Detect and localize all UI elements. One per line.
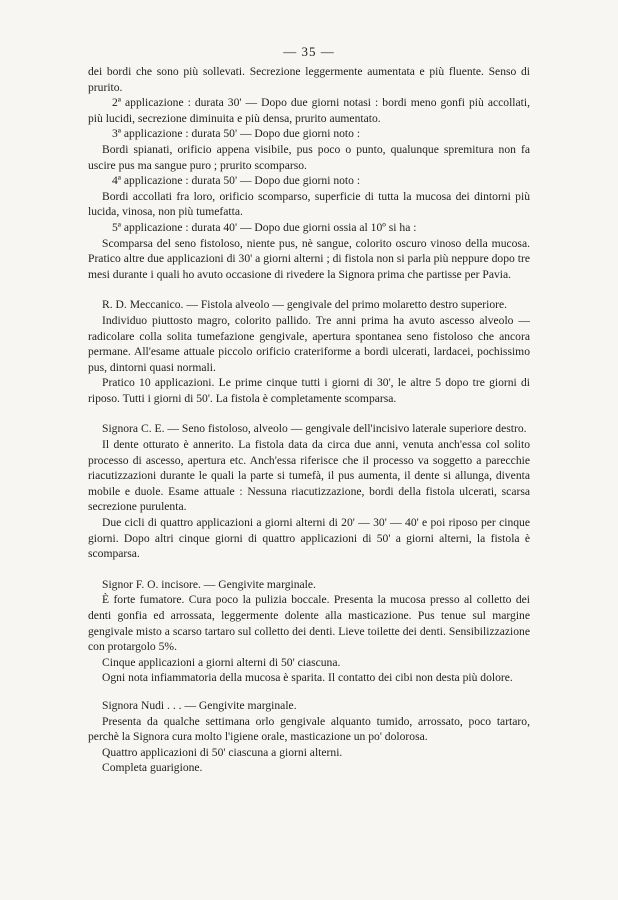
paragraph: Presenta da qualche settimana orlo gengivale alquanto tumido, arrossato, poco tartaro, perchè la Signora cura molto l'igiene orale, masticazione un po' dolorosa. — [88, 714, 530, 744]
paragraph: 3ª applicazione : durata 50' — Dopo due giorni noto : — [112, 127, 361, 141]
case-heading: Signora Nudi . . . — Gengivite marginale. — [102, 698, 297, 712]
case-heading: R. D. Meccanico. — Fistola alveolo — gengivale del primo molaretto destro superiore. — [102, 298, 508, 312]
paragraph: Cinque applicazioni a giorni alterni di 50' ciascuna. — [102, 655, 341, 669]
paragraph: Due cicli di quattro applicazioni a giorni alterni di 20' — 30' — 40' e poi riposo per cinque giorni. Dopo altri cinque giorni di quattro applicazioni di 50' a giorni alterni, la fistola è scomparsa. — [88, 516, 530, 561]
paragraph: Pratico 10 applicazioni. Le prime cinque tutti i giorni di 30', le altre 5 dopo tre giorni di riposo. Tutti i giorni di 50'. La fistola è completamente scomparsa. — [88, 376, 530, 405]
paragraph: Quattro applicazioni di 50' ciascuna a giorni alterni. — [102, 745, 343, 759]
paragraph: Bordi accollati fra loro, orificio scomparso, superficie di tutta la mucosa dei dintorni più lucida, vinosa, non più tumefatta. — [88, 189, 530, 219]
paragraph: 5ª applicazione : durata 40' — Dopo due giorni ossia al 10º si ha : — [112, 220, 417, 234]
paragraph: Scomparsa del seno fistoloso, niente pus, nè sangue, colorito oscuro vinoso della mucosa. Pratico altre due applicazioni di 30' a giorni alterni ; di fistola non si parla più neppure dopo tre mesi durante i quali ho avuto occasione di rivedere la Signora prima che partisse per Pavia. — [88, 236, 530, 281]
paragraph: È forte fumatore. Cura poco la pulizia boccale. Presenta la mucosa presso al colletto dei denti gonfia ed arrossata, leggermente dolente alla masticazione. Pus tenue sul margine gengivale misto a scarso tartaro sul colletto dei denti. Lieve toilette dei denti. Sensibilizzazione con protargolo 5%. — [88, 593, 530, 654]
page-body — [88, 64, 530, 776]
paragraph: dei bordi che sono più sollevati. Secrezione leggermente aumentata e più fluente. Senso di prurito. — [88, 65, 530, 94]
paragraph: Completa guarigione. — [102, 761, 203, 775]
case-heading: Signora C. E. — Seno fistoloso, alveolo — gengivale dell'incisivo laterale superiore destro. — [102, 422, 527, 436]
page-number: — 35 — — [283, 44, 335, 59]
paragraph: Individuo piuttosto magro, colorito pallido. Tre anni prima ha avuto ascesso alveolo — radicolare colla solita tumefazione gengivale, apertura spontanea seno fistoloso che ancora permane. All'esame attuale piccolo orificio crateriforme a bordi ulcerati, lardacei, pochissimo pus, dintorni quasi normali. — [88, 313, 530, 374]
paragraph: 2ª applicazione : durata 30' — Dopo due giorni notasi : bordi meno gonfi più accollati, più lucidi, secrezione diminuita e più densa, prurito aumentato. — [88, 96, 530, 125]
paragraph: Il dente otturato è annerito. La fistola data da circa due anni, venuta anch'essa col solito processo di ascesso, apertura etc. Anch'essa riferisce che il processo va soggetto a parecchie riacutizzazioni durante le quali la parte si tumefà, il pus aumenta, il dente si allunga, diventa mobile e duole. Esame attuale : Nessuna riacutizzazione, bordi della fistola ulcerati, scarsa secrezione purulenta. — [88, 438, 530, 514]
case-heading: Signor F. O. incisore. — Gengivite marginale. — [102, 577, 316, 591]
paragraph: Ogni nota infiammatoria della mucosa è sparita. Il contatto dei cibi non desta più dolore. — [102, 671, 513, 685]
paragraph: Bordi spianati, orificio appena visibile, pus poco o punto, qualunque spremitura non fa uscire pus ma sangue puro ; prurito scomparso. — [88, 142, 530, 172]
paragraph: 4ª applicazione : durata 50' — Dopo due giorni noto : — [112, 174, 361, 188]
